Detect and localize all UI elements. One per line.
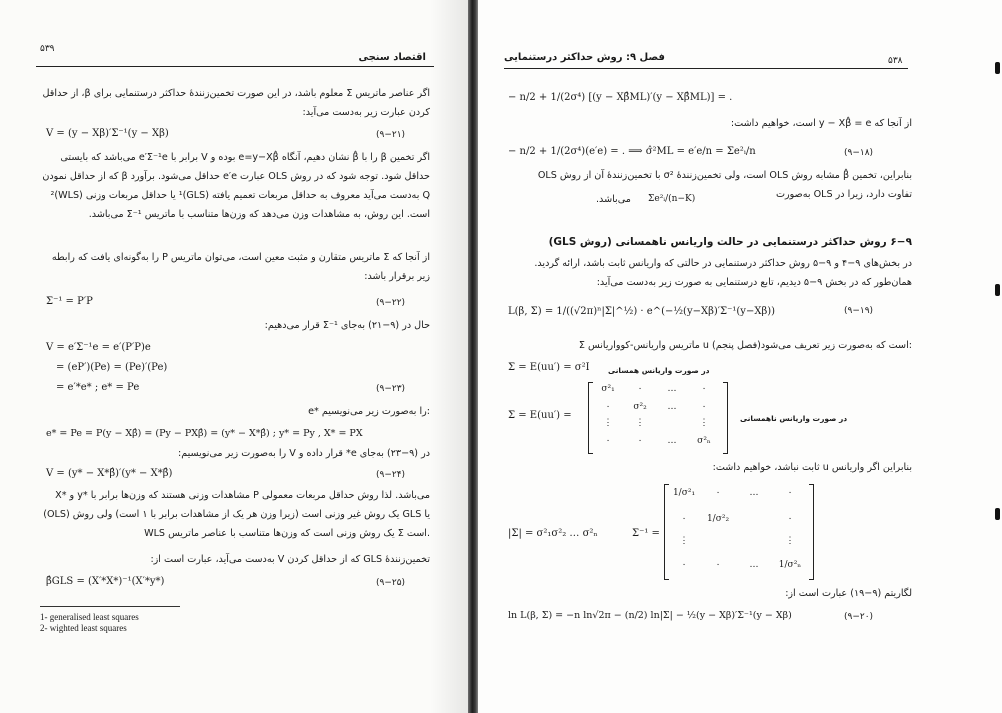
matrix-cell: ۰: [681, 560, 687, 570]
matrix-cell: ۰: [637, 436, 643, 446]
matrix-cell: …: [667, 384, 677, 394]
matrix-cell: ۰: [637, 384, 643, 394]
matrix-cell: ۰: [681, 514, 687, 524]
matrix-cell: …: [749, 560, 759, 570]
paragraph: می‌باشد.: [596, 194, 631, 205]
matrix-cell: ۰: [701, 384, 707, 394]
equation-number: (۹−۲۰): [844, 612, 874, 622]
page-number: ۵۳۹: [40, 44, 55, 54]
equation: β̂GLS = (X′*X*)⁻¹(X′*y*): [46, 576, 165, 587]
matrix-bracket: [664, 484, 669, 580]
equation-number: (۹−۲۱): [376, 130, 406, 140]
paragraph: Σ ماتریس واریانس-کوواریانس u است که به‌صورت زیر تعریف می‌شود(فصل پنجم):: [578, 340, 912, 351]
binding-mark: [995, 62, 1000, 74]
matrix-cell: 1/σ²₁: [672, 488, 696, 498]
matrix-cell: ⋮: [603, 418, 613, 428]
equation: Σ = E(uu′) = σ²I: [508, 362, 590, 373]
matrix-cell: σ²₁: [601, 384, 615, 394]
paragraph: بنابراین، تخمین β̂ مشابه روش OLS است، ولی تخمین‌زنندهٔ σ² با تخمین‌زنندهٔ آن از روش OLS تفاوت دارد، زیرا در OLS به‌صورت: [537, 170, 912, 200]
equation: Σ = E(uu′) =: [508, 410, 572, 421]
equation: V = (y* − X*β̂)′(y* − X*β̂): [46, 468, 173, 479]
equation: Σ⁻¹ = P′P: [46, 296, 93, 307]
equation: L(β, Σ) = 1/((√2π)ⁿ|Σ|^½) · e^(−½(y−Xβ)′Σ⁻¹(y−Xβ)): [508, 306, 776, 317]
paragraph: تخمین‌زنندهٔ GLS که از حداقل کردن V به‌دست می‌آید، عبارت است از:: [150, 554, 430, 565]
matrix-cell: ۰: [787, 488, 793, 498]
header-rule: [504, 68, 908, 69]
inverse-matrix: [664, 484, 814, 580]
left-page: [0, 0, 470, 713]
matrix-cell: ۰: [605, 436, 611, 446]
binding-mark: [995, 284, 1000, 296]
matrix-cell: ۰: [605, 402, 611, 412]
equation: V = e′Σ⁻¹e = e′(P′P)e: [46, 342, 151, 353]
matrix-cell: 1/σ²ₙ: [778, 560, 802, 570]
paragraph: از آنجا که y − Xβ̂ = e است، خواهیم داشت:: [730, 118, 912, 129]
paragraph: از آنجا که Σ ماتریس متقارن و مثبت معین است، می‌توان ماتریس P را به‌گونه‌ای یافت که رابطه زیر برقرار باشد:: [51, 252, 430, 282]
matrix-cell: σ²₂: [633, 402, 647, 412]
matrix-bracket: [723, 382, 728, 454]
equation: − n/2 + 1/(2σ⁴)(e′e) = . ⟹ σ̂²ML = e′e/n = Σe²ᵢ/n: [508, 146, 756, 157]
header-rule: [36, 66, 434, 67]
matrix-cell: 1/σ²₂: [706, 514, 730, 524]
covariance-matrix: [588, 382, 728, 454]
page-number: ۵۳۸: [888, 56, 903, 66]
matrix-cell: …: [667, 402, 677, 412]
matrix-cell: ⋮: [699, 418, 709, 428]
equation: = (eP′)(Pe) = (Pe)′(Pe): [56, 362, 168, 373]
right-page: [478, 0, 1002, 713]
case-label: در صورت واریانس همسانی: [608, 366, 710, 375]
paragraph: X* و y* مشاهدات وزنی هستند که وزن‌ها برابر با P می‌باشد. لذا روش حداقل مربعات معمولی (OLS) یک روش غیر وزنی است (زیرا وزن هر یک از مشاهدات برابر با ۱ است) ولی روش GLS یا WLS یک روش وزنی است که وزن‌ها متناسب با عناصر ماتریس Σ است.: [43, 490, 430, 539]
section-title: ۶−۹ روش حداکثر درستنمایی در حالت واریانس ناهمسانی (روش GLS): [548, 236, 912, 248]
footnote: 2- wighted least squares: [40, 623, 127, 633]
matrix-cell: σ²ₙ: [697, 436, 711, 446]
paragraph: e* را به‌صورت زیر می‌نویسیم:: [308, 406, 430, 417]
matrix-bracket: [588, 382, 593, 454]
matrix-cell: …: [667, 436, 677, 446]
equation: = e′*e* ; e* = Pe: [56, 382, 140, 393]
equation-number: (۹−۱۸): [844, 148, 874, 158]
equation: ln L(β, Σ) = −n ln√2π − (n/2) ln|Σ| − ½(y − Xβ)′Σ⁻¹(y − Xβ): [508, 610, 792, 621]
equation-number: (۹−۱۹): [844, 306, 874, 316]
case-label: در صورت واریانس ناهمسانی: [740, 414, 848, 423]
paragraph: اگر تخمین β را با β̂ نشان دهیم، آنگاه e=y−Xβ̂ بوده و V برابر با e′Σ⁻¹e می‌باشد که بایستی حداقل شود. توجه شود که در روش OLS عبارت e′e حداقل می‌شود. برآورد β که از حداقل نمودن Q به‌دست می‌آید معروف به حداقل مربعات تعمیم یافته (GLS)¹ یا حداقل مربعات وزنی (WLS)² است. این روش، به مشاهدات وزن می‌دهد که وزن‌ها متناسب با ماتریس Σ⁻¹ می‌باشد.: [42, 152, 430, 220]
equation: − n/2 + 1/(2σ⁴) [(y − Xβ̂ML)′(y − Xβ̂ML)] = .: [508, 92, 733, 103]
equation: V = (y − Xβ)′Σ⁻¹(y − Xβ): [46, 128, 169, 139]
equation: e* = Pe = P(y − Xβ̂) = (Py − PXβ̂) = (y* − X*β̂) ; y* = Py , X* = PX: [46, 428, 363, 439]
equation-number: (۹−۲۲): [376, 298, 406, 308]
matrix-cell: ۰: [701, 402, 707, 412]
equation-number: (۹−۲۳): [376, 384, 406, 394]
footnote: 1- generalised least squares: [40, 612, 139, 622]
running-head: اقتصاد سنجی: [358, 52, 426, 63]
equation-number: (۹−۲۵): [376, 578, 406, 588]
paragraph: حال در (۹−۲۱) به‌جای Σ⁻¹ قرار می‌دهیم:: [264, 320, 430, 331]
equation-number: (۹−۲۴): [376, 470, 406, 480]
equation: |Σ| = σ²₁σ²₂ … σ²ₙ: [508, 528, 598, 539]
matrix-cell: …: [749, 488, 759, 498]
matrix-bracket: [809, 484, 814, 580]
paragraph: بنابراین اگر واریانس u ثابت نباشد، خواهیم داشت:: [712, 462, 912, 473]
paragraph: در (۹−۲۳) به‌جای e* قرار داده و V را به‌صورت زیر می‌نویسیم:: [178, 448, 430, 459]
matrix-cell: ⋮: [679, 536, 689, 546]
binding-mark: [995, 508, 1000, 520]
ols-variance-fraction: Σe²ᵢ/(n−K): [648, 194, 696, 204]
matrix-cell: ۰: [787, 514, 793, 524]
equation: Σ⁻¹ =: [632, 528, 660, 539]
paragraph: لگاریتم (۹−۱۹) عبارت است از:: [785, 588, 912, 599]
matrix-cell: ⋮: [635, 418, 645, 428]
paragraph: در بخش‌های ۹−۴ و ۹−۵ روش حداکثر درستنمایی در حالتی که واریانس ثابت باشد، ارائه گردید. همان‌طور که در بخش ۹−۵ دیدیم، تابع درستنمایی به صورت زیر به‌دست می‌آید:: [534, 258, 912, 288]
matrix-cell: ۰: [715, 488, 721, 498]
paragraph: اگر عناصر ماتریس Σ معلوم باشد، در این صورت تخمین‌زنندهٔ حداکثر درستنمایی برای β، از حداقل کردن عبارت زیر به‌دست می‌آید:: [42, 88, 430, 118]
matrix-cell: ۰: [715, 560, 721, 570]
footnote-rule: [40, 606, 180, 607]
matrix-cell: ⋮: [785, 536, 795, 546]
running-head: فصل ۹: روش حداکثر درستنمایی: [504, 52, 665, 63]
